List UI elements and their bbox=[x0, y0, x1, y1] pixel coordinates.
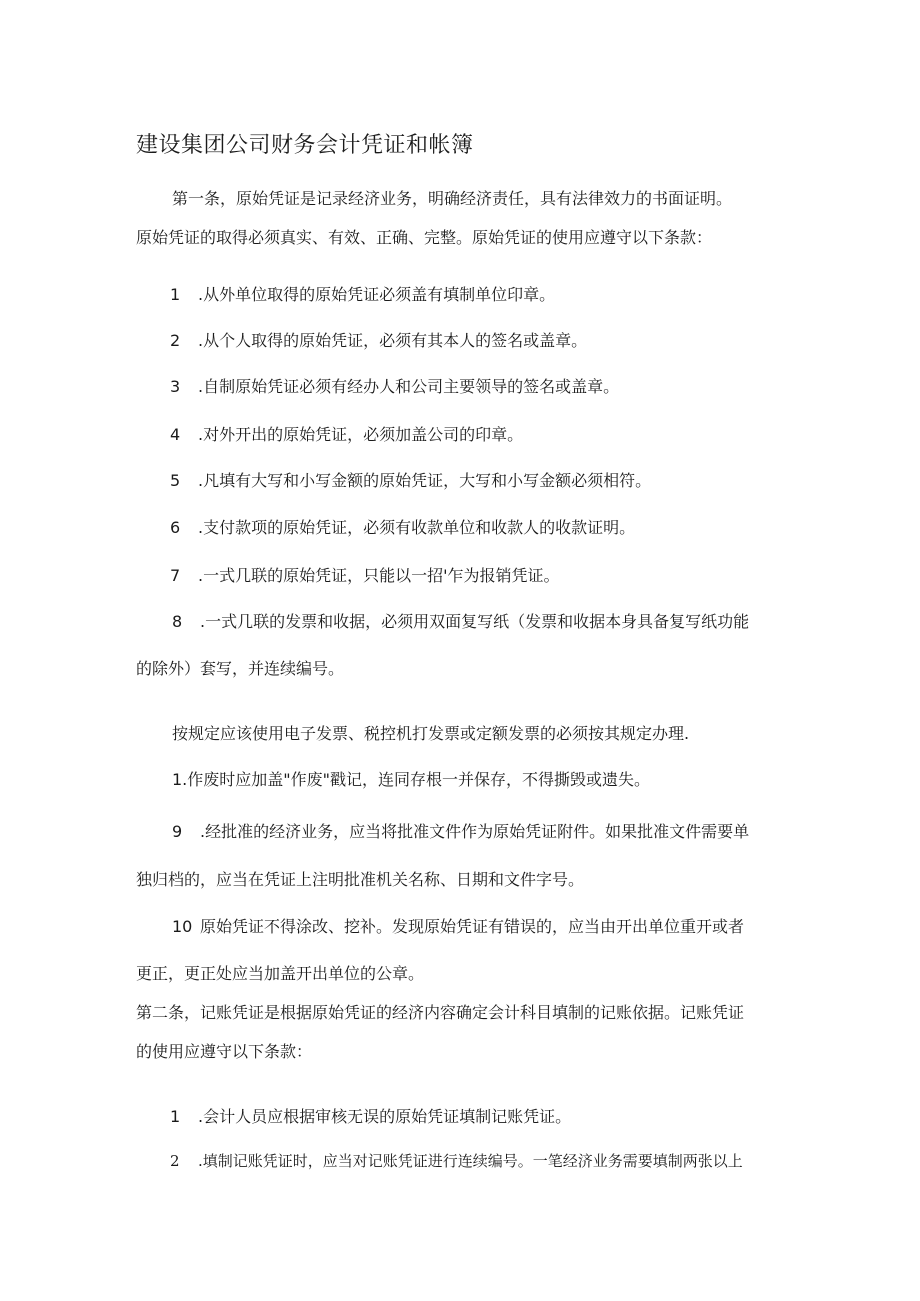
note-paragraph: 按规定应该使用电子发票、税控机打发票或定额发票的必须按其规定办理. bbox=[172, 724, 690, 743]
list-item bbox=[172, 612, 749, 632]
list-item bbox=[170, 1107, 571, 1127]
item-text: .会计人员应根据审核无误的原始凭证填制记账凭证。 bbox=[198, 1107, 572, 1126]
item-number: 2 bbox=[170, 331, 181, 350]
item-number: 6 bbox=[170, 518, 181, 537]
document-title: 建设集团公司财务会计凭证和帐簿 bbox=[136, 133, 474, 158]
list-item bbox=[172, 917, 744, 937]
item-text: .对外开出的原始凭证，必须加盖公司的印章。 bbox=[198, 425, 524, 444]
list-item bbox=[170, 425, 523, 445]
item-text: .一式几联的发票和收据，必须用双面复写纸（发票和收据本身具备复写纸功能 bbox=[200, 612, 750, 631]
item9-continuation: 独归档的，应当在凭证上注明批准机关名称、日期和文件字号。 bbox=[136, 870, 585, 889]
list-item bbox=[172, 822, 749, 842]
item-number: 1 bbox=[170, 285, 181, 304]
item-text: .一式几联的原始凭证，只能以一招'乍为报销凭证。 bbox=[198, 566, 560, 585]
list-item bbox=[170, 331, 587, 351]
item-text: .从个人取得的原始凭证，必须有其本人的签名或盖章。 bbox=[198, 331, 588, 350]
item-number: 10 bbox=[172, 917, 193, 936]
list-item bbox=[170, 566, 560, 586]
article2-line2: 的使用应遵守以下条款： bbox=[136, 1042, 313, 1061]
article2-line1: 第二条，记账凭证是根据原始凭证的经济内容确定会计科目填制的记账依据。记账凭证 bbox=[136, 1003, 745, 1022]
item-text: .自制原始凭证必须有经办人和公司主要领导的签名或盖章。 bbox=[198, 377, 620, 396]
item-number: 7 bbox=[170, 566, 181, 585]
item-text: 原始凭证不得涂改、挖补。发现原始凭证有错误的，应当由开出单位重开或者 bbox=[200, 917, 745, 936]
item-number: 5 bbox=[170, 471, 181, 490]
item-text: .凡填有大写和小写金额的原始凭证，大写和小写金额必须相符。 bbox=[198, 471, 652, 490]
item-text: .经批准的经济业务，应当将批准文件作为原始凭证附件。如果批准文件需要单 bbox=[200, 822, 750, 841]
item-number: 3 bbox=[170, 377, 181, 396]
item-number: 4 bbox=[170, 425, 181, 444]
list-item bbox=[170, 518, 635, 538]
item8-continuation: 的除外）套写，并连续编号。 bbox=[136, 659, 345, 678]
note-paragraph: 1.作废时应加盖"作废"戳记，连同存根一并保存，不得撕毁或遗失。 bbox=[172, 770, 650, 789]
item-number: 9 bbox=[172, 822, 183, 841]
item-number: 8 bbox=[172, 612, 183, 631]
list-item bbox=[170, 471, 651, 491]
list-item bbox=[170, 1151, 743, 1171]
item-text: .填制记账凭证时，应当对记账凭证进行连续编号。一笔经济业务需要填制两张以上 bbox=[198, 1152, 743, 1170]
item-number: 2 bbox=[170, 1152, 180, 1170]
list-item bbox=[170, 285, 555, 305]
article1-line2: 原始凭证的取得必须真实、有效、正确、完整。原始凭证的使用应遵守以下条款： bbox=[136, 228, 713, 247]
item-text: .支付款项的原始凭证，必须有收款单位和收款人的收款证明。 bbox=[198, 518, 636, 537]
item10-continuation: 更正，更正处应当加盖开出单位的公章。 bbox=[136, 964, 425, 983]
article1-line1: 第一条，原始凭证是记录经济业务，明确经济责任，具有法律效力的书面证明。 bbox=[172, 189, 733, 208]
item-text: .从外单位取得的原始凭证必须盖有填制单位印章。 bbox=[198, 285, 556, 304]
list-item bbox=[170, 377, 619, 397]
item-number: 1 bbox=[170, 1107, 181, 1126]
